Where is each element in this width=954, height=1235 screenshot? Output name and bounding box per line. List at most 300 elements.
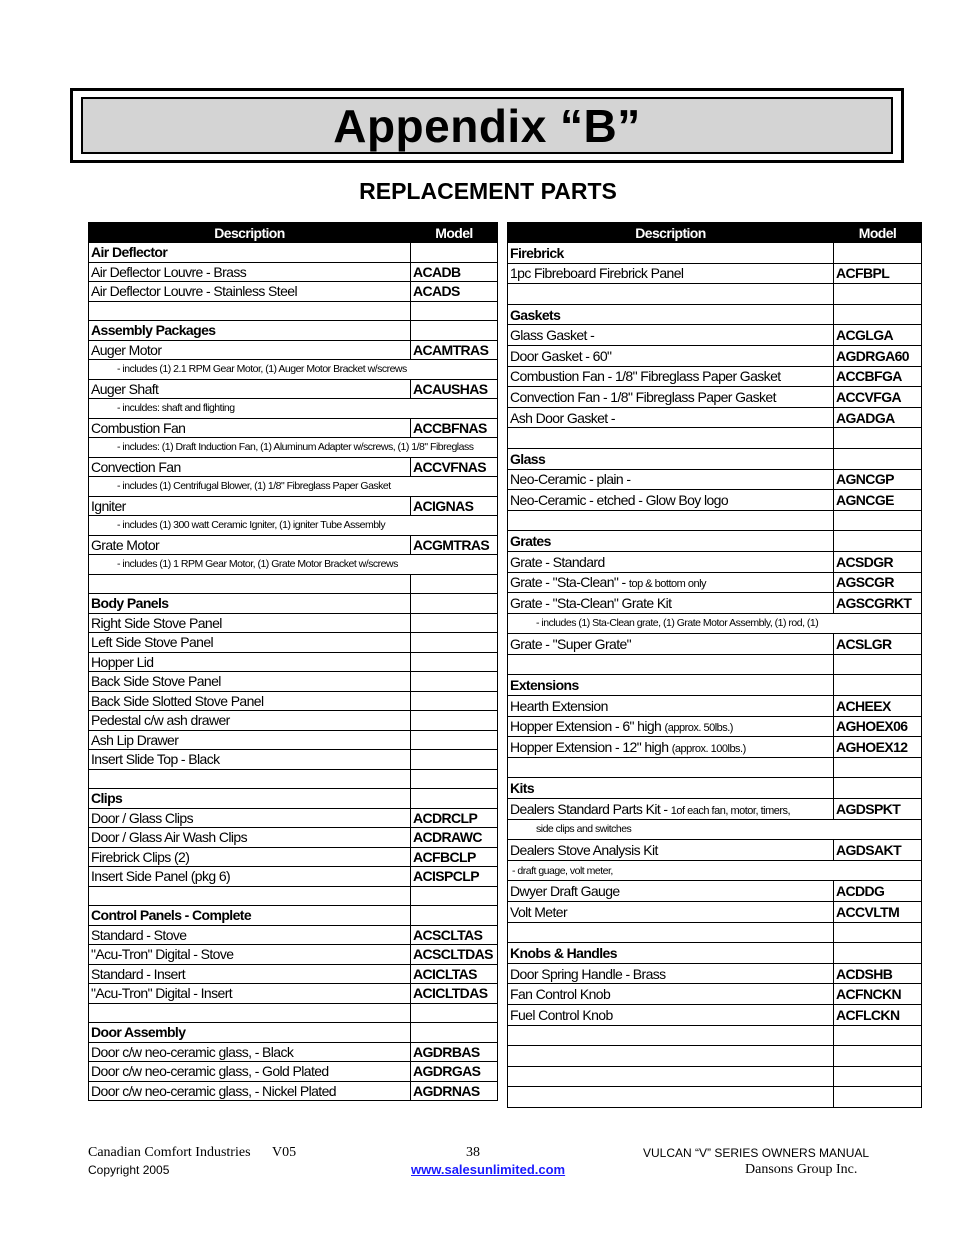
model-number: ACCBFGA <box>834 366 922 387</box>
model-number: ACHEEX <box>834 696 922 717</box>
part-description <box>508 634 834 655</box>
model-number <box>411 906 498 926</box>
model-number: ACFBPL <box>834 263 922 284</box>
description-text: Dwyer Draft Gauge <box>510 883 620 900</box>
section-subtitle: REPLACEMENT PARTS <box>359 178 617 204</box>
model-number <box>411 750 498 770</box>
part-description <box>508 572 834 593</box>
part-description <box>508 716 834 737</box>
category-heading <box>89 243 411 263</box>
description-text: Gaskets <box>510 306 561 323</box>
model-number <box>411 1003 498 1023</box>
category-heading <box>508 778 834 799</box>
table-row <box>508 407 922 428</box>
table-row <box>89 652 498 672</box>
title-banner <box>81 97 893 154</box>
model-number: AGDSAKT <box>834 840 922 861</box>
description-text: Door c/w neo-ceramic glass, - Nickel Plated <box>91 1082 336 1099</box>
description-text: 1pc Fibreboard Firebrick Panel <box>510 265 684 282</box>
table-row <box>508 984 922 1005</box>
table-row <box>89 574 498 594</box>
model-number: ACSCLTAS <box>411 925 498 945</box>
part-description <box>508 799 834 820</box>
table-row <box>89 1003 498 1023</box>
website-link[interactable]: www.salesunlimited.com <box>411 1162 566 1177</box>
part-description <box>89 457 411 477</box>
model-number <box>411 691 498 711</box>
description-text: Air Deflector Louvre - Stainless Steel <box>91 283 297 300</box>
description-text: Combustion Fan <box>91 419 186 436</box>
model-header: Model <box>411 223 498 243</box>
description-text: Door Assembly <box>91 1024 186 1041</box>
table-row <box>89 379 498 399</box>
table-row <box>508 366 922 387</box>
table-row <box>89 477 498 497</box>
page-title: Appendix “B” <box>333 99 641 152</box>
model-number: ACCBFNAS <box>411 418 498 438</box>
table-row <box>89 828 498 848</box>
model-number: AGHOEX12 <box>834 737 922 758</box>
part-description <box>89 262 411 282</box>
table-row <box>508 1025 922 1046</box>
table-row <box>89 555 498 575</box>
model-number: AGDRGA60 <box>834 345 922 366</box>
table-row <box>508 737 922 758</box>
part-description <box>89 613 411 633</box>
model-number <box>411 633 498 653</box>
model-number <box>411 730 498 750</box>
model-number: AGHOEX06 <box>834 716 922 737</box>
table-row <box>508 613 922 634</box>
table-row <box>89 1062 498 1082</box>
description-text: Door Gasket - 60" <box>510 347 612 364</box>
part-description <box>89 964 411 984</box>
table-row <box>89 301 498 321</box>
part-description <box>89 925 411 945</box>
parts-table-right <box>507 222 922 1108</box>
part-description <box>508 696 834 717</box>
part-note: - includes (1) Centrifugal Blower, (1) 1/8" Fibreglass Paper Gasket <box>89 477 498 497</box>
description-note: (approx. 100lbs.) <box>671 743 746 756</box>
table-row <box>89 691 498 711</box>
table-row <box>89 964 498 984</box>
part-description <box>508 963 834 984</box>
part-note: - includes: (1) Draft Induction Fan, (1) Aluminum Adapter w/screws, (1) 1/8" Fibreglass <box>89 438 498 458</box>
description-text: Air Deflector <box>91 244 168 261</box>
blank-cell <box>89 769 411 789</box>
model-number: ACDSHB <box>834 963 922 984</box>
description-text: Back Side Stove Panel <box>91 673 221 690</box>
model-number <box>834 531 922 552</box>
description-text: Clips <box>91 790 123 807</box>
blank-cell <box>89 574 411 594</box>
model-number: ACGLGA <box>834 325 922 346</box>
part-note: - draft guage, volt meter, <box>508 860 922 881</box>
table-row <box>508 799 922 820</box>
table-row <box>89 535 498 555</box>
model-number <box>411 1023 498 1043</box>
model-number <box>834 284 922 305</box>
model-number: ACDRCLP <box>411 808 498 828</box>
blank-cell <box>508 284 834 305</box>
table-row <box>89 399 498 419</box>
part-note: - includes (1) 300 watt Ceramic Igniter, (1) igniter Tube Assembly <box>89 516 498 536</box>
table-row <box>508 304 922 325</box>
part-description <box>89 945 411 965</box>
part-description <box>508 881 834 902</box>
table-row <box>508 263 922 284</box>
blank-cell <box>508 1087 834 1108</box>
model-number <box>411 613 498 633</box>
blank-cell <box>508 1066 834 1087</box>
category-heading <box>89 321 411 341</box>
table-row <box>89 360 498 380</box>
part-description <box>508 345 834 366</box>
part-description <box>89 633 411 653</box>
model-number: ACADB <box>411 262 498 282</box>
description-text: Standard - Stove <box>91 926 187 943</box>
category-heading <box>508 448 834 469</box>
part-description <box>89 730 411 750</box>
table-row <box>508 675 922 696</box>
table-row <box>508 881 922 902</box>
table-row <box>89 847 498 867</box>
table-row <box>508 634 922 655</box>
part-description <box>89 535 411 555</box>
model-number <box>834 428 922 449</box>
table-row <box>89 808 498 828</box>
model-number: ACSCLTDAS <box>411 945 498 965</box>
table-row <box>89 418 498 438</box>
table-row <box>89 769 498 789</box>
part-description <box>508 469 834 490</box>
blank-cell <box>508 757 834 778</box>
description-text: Fan Control Knob <box>510 986 611 1003</box>
part-description <box>89 750 411 770</box>
description-text: Ash Lip Drawer <box>91 731 179 748</box>
model-number: ACADS <box>411 282 498 302</box>
model-number <box>834 675 922 696</box>
model-number: AGSCGR <box>834 572 922 593</box>
model-number <box>411 301 498 321</box>
table-row <box>89 243 498 263</box>
category-heading <box>508 304 834 325</box>
model-number <box>411 574 498 594</box>
part-description <box>89 691 411 711</box>
model-number: AGDSPKT <box>834 799 922 820</box>
blank-cell <box>508 510 834 531</box>
category-heading <box>89 594 411 614</box>
blank-cell <box>508 1025 834 1046</box>
description-text: Glass <box>510 450 546 467</box>
model-number: ACDRAWC <box>411 828 498 848</box>
table-row <box>508 490 922 511</box>
model-number: AGDRBAS <box>411 1042 498 1062</box>
description-text: Glass Gasket - <box>510 327 595 344</box>
copyright: Copyright 2005 <box>88 1163 170 1177</box>
table-row <box>508 428 922 449</box>
model-number <box>834 304 922 325</box>
table-row <box>89 867 498 887</box>
description-text: Grates <box>510 533 551 550</box>
description-text: Neo-Ceramic - etched - Glow Boy logo <box>510 491 729 508</box>
part-note: - inculdes: shaft and flighting <box>89 399 498 419</box>
table-row <box>508 243 922 264</box>
table-row <box>508 1066 922 1087</box>
description-text: Convection Fan - 1/8" Fibreglass Paper Gasket <box>510 388 776 405</box>
table-row <box>89 340 498 360</box>
description-text: Extensions <box>510 677 579 694</box>
description-text: Control Panels - Complete <box>91 907 252 924</box>
table-row <box>89 711 498 731</box>
title-frame <box>70 88 904 163</box>
description-text: Auger Motor <box>91 341 162 358</box>
description-text: Ash Door Gasket - <box>510 409 615 426</box>
description-text: Combustion Fan - 1/8" Fibreglass Paper Gasket <box>510 368 781 385</box>
table-row <box>508 593 922 614</box>
part-description <box>89 496 411 516</box>
description-text: Insert Side Panel (pkg 6) <box>91 868 231 885</box>
table-row <box>89 594 498 614</box>
table-row <box>508 778 922 799</box>
table-row <box>89 321 498 341</box>
part-description <box>89 672 411 692</box>
description-text: Volt Meter <box>510 903 568 920</box>
part-description <box>89 1081 411 1101</box>
description-text: Neo-Ceramic - plain - <box>510 471 631 488</box>
description-text: Insert Slide Top - Black <box>91 751 220 768</box>
description-text: Grate - "Super Grate" <box>510 636 632 653</box>
description-text: Dealers Standard Parts Kit - <box>510 800 668 817</box>
model-number <box>834 448 922 469</box>
table-row <box>508 654 922 675</box>
model-number: ACGMTRAS <box>411 535 498 555</box>
table-row <box>508 963 922 984</box>
part-description <box>508 490 834 511</box>
model-number: ACDDG <box>834 881 922 902</box>
description-text: Left Side Stove Panel <box>91 634 214 651</box>
part-description <box>508 551 834 572</box>
page-number: 38 <box>466 1145 480 1160</box>
model-number <box>834 510 922 531</box>
parts-table-left <box>88 222 498 1101</box>
table-row <box>508 448 922 469</box>
model-number <box>834 1087 922 1108</box>
model-number: ACFBCLP <box>411 847 498 867</box>
description-text: Right Side Stove Panel <box>91 614 222 631</box>
model-number <box>834 943 922 964</box>
category-heading <box>508 675 834 696</box>
model-number: ACISPCLP <box>411 867 498 887</box>
model-number <box>834 1025 922 1046</box>
part-description <box>89 652 411 672</box>
category-heading <box>508 943 834 964</box>
part-note: - includes (1) Sta-Clean grate, (1) Grate Motor Assembly, (1) rod, (1) <box>508 613 922 634</box>
table-row <box>89 984 498 1004</box>
description-text: Standard - Insert <box>91 965 186 982</box>
category-heading <box>89 1023 411 1043</box>
part-description <box>508 737 834 758</box>
description-text: Air Deflector Louvre - Brass <box>91 263 247 280</box>
table-row <box>508 696 922 717</box>
blank-cell <box>508 922 834 943</box>
model-number <box>411 886 498 906</box>
table-row <box>89 886 498 906</box>
description-text: Igniter <box>91 497 126 514</box>
model-number <box>411 321 498 341</box>
description-text: Door c/w neo-ceramic glass, - Black <box>91 1043 294 1060</box>
table-row <box>508 284 922 305</box>
table-row <box>508 572 922 593</box>
description-text: Hopper Lid <box>91 653 154 670</box>
description-text: Dealers Stove Analysis Kit <box>510 842 658 859</box>
part-description <box>508 407 834 428</box>
table-row <box>89 282 498 302</box>
model-number: ACCVFGA <box>834 387 922 408</box>
part-description <box>508 387 834 408</box>
description-text: Grate - "Sta-Clean" - <box>510 574 626 591</box>
table-row <box>89 945 498 965</box>
model-number: ACIGNAS <box>411 496 498 516</box>
table-row <box>508 387 922 408</box>
model-number: AGNCGE <box>834 490 922 511</box>
blank-cell <box>508 1046 834 1067</box>
model-number: ACSDGR <box>834 551 922 572</box>
table-row <box>89 1081 498 1101</box>
part-description <box>89 711 411 731</box>
model-number <box>834 757 922 778</box>
table-row <box>89 633 498 653</box>
part-description <box>508 593 834 614</box>
description-text: Door / Glass Air Wash Clips <box>91 829 247 846</box>
table-row <box>508 531 922 552</box>
part-description <box>89 867 411 887</box>
part-description <box>508 263 834 284</box>
description-header: Description <box>508 223 834 243</box>
table-row <box>508 345 922 366</box>
model-number: AGDRNAS <box>411 1081 498 1101</box>
part-note: - includes (1) 1 RPM Gear Motor, (1) Grate Motor Bracket w/screws <box>89 555 498 575</box>
part-description <box>508 1004 834 1025</box>
description-text: Firebrick <box>510 244 564 261</box>
description-header: Description <box>89 223 411 243</box>
part-description <box>89 379 411 399</box>
description-text: Door / Glass Clips <box>91 809 194 826</box>
table-row <box>89 613 498 633</box>
model-number <box>411 652 498 672</box>
category-heading <box>508 243 834 264</box>
table-row <box>508 757 922 778</box>
description-text: Door Spring Handle - Brass <box>510 965 666 982</box>
description-text: Firebrick Clips (2) <box>91 848 190 865</box>
table-row <box>508 1004 922 1025</box>
blank-cell <box>508 428 834 449</box>
company-name: Canadian Comfort Industries <box>88 1145 251 1160</box>
table-row <box>508 943 922 964</box>
description-note: (approx. 50lbs.) <box>664 722 733 735</box>
table-row <box>89 750 498 770</box>
model-number <box>834 1066 922 1087</box>
description-note: 1of each fan, motor, timers, <box>670 804 791 817</box>
table-row <box>508 902 922 923</box>
part-description <box>508 840 834 861</box>
manual-title: VULCAN “V” SERIES OWNERS MANUAL <box>643 1146 870 1160</box>
part-note: side clips and switches <box>508 819 922 840</box>
model-number <box>411 769 498 789</box>
model-number <box>834 243 922 264</box>
model-number: AGNCGP <box>834 469 922 490</box>
model-number <box>411 711 498 731</box>
model-number: AGSCGRKT <box>834 593 922 614</box>
table-row <box>508 922 922 943</box>
table-row <box>89 438 498 458</box>
description-text: Kits <box>510 780 535 797</box>
model-number: ACAUSHAS <box>411 379 498 399</box>
part-description <box>89 847 411 867</box>
footer-company <box>88 1145 296 1161</box>
model-number: AGADGA <box>834 407 922 428</box>
description-text: Grate Motor <box>91 536 160 553</box>
part-description <box>89 828 411 848</box>
table-row <box>508 716 922 737</box>
table-row <box>508 551 922 572</box>
version: V05 <box>272 1145 297 1160</box>
model-number: ACCVFNAS <box>411 457 498 477</box>
model-number: ACICLTDAS <box>411 984 498 1004</box>
model-number <box>411 672 498 692</box>
model-number: ACSLGR <box>834 634 922 655</box>
model-number <box>834 1046 922 1067</box>
description-text: Body Panels <box>91 595 169 612</box>
table-row <box>508 469 922 490</box>
model-number <box>411 594 498 614</box>
table-row <box>89 730 498 750</box>
part-description <box>508 984 834 1005</box>
model-header: Model <box>834 223 922 243</box>
part-note: - includes (1) 2.1 RPM Gear Motor, (1) Auger Motor Bracket w/screws <box>89 360 498 380</box>
description-note: top & bottom only <box>628 578 707 591</box>
table-row <box>508 510 922 531</box>
part-description <box>508 902 834 923</box>
description-text: Knobs & Handles <box>510 944 617 961</box>
model-number: ACFNCKN <box>834 984 922 1005</box>
part-description <box>89 340 411 360</box>
model-number <box>411 243 498 263</box>
table-row <box>89 496 498 516</box>
model-number: ACFLCKN <box>834 1004 922 1025</box>
part-description <box>89 418 411 438</box>
blank-cell <box>508 654 834 675</box>
part-description <box>89 984 411 1004</box>
table-row <box>508 325 922 346</box>
table-row <box>89 457 498 477</box>
table-row <box>89 789 498 809</box>
part-description <box>89 1062 411 1082</box>
blank-cell <box>89 301 411 321</box>
table-row <box>89 672 498 692</box>
model-number <box>834 654 922 675</box>
table-row <box>89 1042 498 1062</box>
description-text: "Acu-Tron" Digital - Insert <box>91 985 233 1002</box>
description-text: Convection Fan <box>91 458 181 475</box>
description-text: Hearth Extension <box>510 697 608 714</box>
table-row <box>508 860 922 881</box>
model-number <box>411 789 498 809</box>
blank-cell <box>89 886 411 906</box>
description-text: Pedestal c/w ash drawer <box>91 712 230 729</box>
model-number <box>834 922 922 943</box>
table-row <box>508 1087 922 1108</box>
